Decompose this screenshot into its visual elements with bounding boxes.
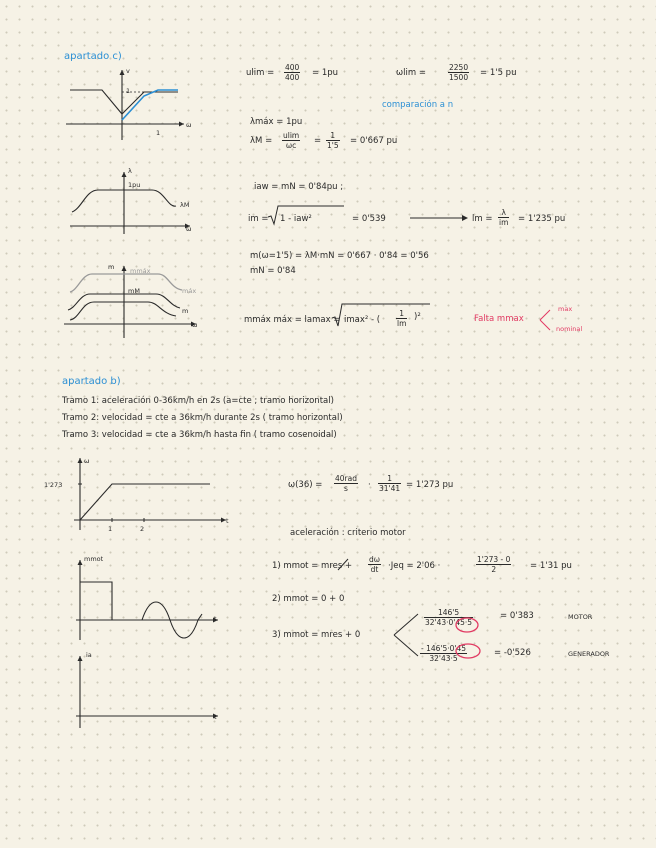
generador-den: 32'43·5 xyxy=(429,654,458,663)
wlim-num: 2250 xyxy=(449,63,469,72)
lambda-max: λmáx = 1pu xyxy=(250,117,303,127)
eq1-den2: 2 xyxy=(491,565,497,574)
generador-label: GENERADOR xyxy=(568,650,610,658)
eq1-num1: dω xyxy=(369,555,381,564)
g3-gray-label: mmáx xyxy=(130,267,151,275)
gi-x-label: t xyxy=(214,713,217,721)
generador-num: - 146'5·0'45 xyxy=(421,644,466,653)
w36-num1: 40rad xyxy=(335,474,357,483)
lambdaM-num1: ulim xyxy=(283,131,300,140)
eq1-frac2 xyxy=(476,555,511,574)
motor-den: 32'43·0'45·5 xyxy=(425,618,473,627)
g3-m-label: m xyxy=(182,307,189,315)
gw-x-label: t xyxy=(226,517,229,525)
generador-circle xyxy=(454,643,484,661)
falta-sub-max: max xyxy=(558,305,573,313)
w36-right: = 1'273 pu xyxy=(406,480,454,490)
mmax-sqrt-a: imax² - ( xyxy=(344,315,381,325)
lm-den: im xyxy=(499,218,509,227)
gm-x-label: t xyxy=(214,615,217,623)
lambdaM-left: λM = xyxy=(250,136,273,146)
gw-y-label: ω xyxy=(84,457,90,465)
im-left: im = xyxy=(248,214,269,224)
g3-mid-tick: mM xyxy=(128,287,140,295)
w36-frac1 xyxy=(334,474,358,493)
iaw-line: iaw = mN = 0'84pu ; xyxy=(254,182,344,192)
wlim-left: ωlim = xyxy=(396,68,426,78)
gw-y-tick: 1'273 xyxy=(44,481,63,489)
g3-y-label: m xyxy=(108,263,115,271)
lambdaM-den1: ωc xyxy=(285,141,297,150)
gw-x-tick-2: 2 xyxy=(140,525,145,533)
gm-y-label: mmot xyxy=(84,555,104,563)
motor-label: MOTOR xyxy=(568,613,593,621)
graph-lambda xyxy=(66,168,196,238)
generador-value: = -0'526 xyxy=(494,648,531,658)
graph-omega xyxy=(70,454,230,534)
lambdaM-right: = 0'667 pu xyxy=(350,136,398,146)
strike-mark xyxy=(336,558,352,572)
tramo-2: Tramo 2: velocidad = cte a 36km/h durante 2s ( tramo horizontal) xyxy=(62,413,343,423)
mmax-fraction xyxy=(396,309,407,328)
w36-left: ω(36) = xyxy=(288,480,323,490)
section-b-title: apartado b) xyxy=(62,376,121,387)
im-value: = 0'539 xyxy=(352,214,386,224)
falta-note: Falta mmax xyxy=(474,314,524,324)
eq1-right: = 1'31 pu xyxy=(530,561,572,571)
ulim-num: 400 xyxy=(285,63,300,72)
arrow-right-icon xyxy=(410,213,470,223)
lambdaM-mid: = xyxy=(314,136,322,146)
lambdaM-frac2 xyxy=(326,131,340,150)
g1-y-label: v xyxy=(126,67,130,75)
lambdaM-den2: 1'5 xyxy=(327,141,339,150)
eq1-num2: 1'273 - 0 xyxy=(477,555,511,564)
motor-circle xyxy=(454,617,482,635)
eq1-frac1 xyxy=(368,555,381,574)
branch-brace xyxy=(392,610,422,660)
mmax-frac-num: 1 xyxy=(396,309,407,319)
ulim-fraction xyxy=(284,63,300,82)
g1-y-tick: 1 xyxy=(126,87,131,95)
im-sqrt-content: 1 - iaw² xyxy=(280,214,312,224)
gi-y-label: ia xyxy=(86,651,92,659)
w36-den1: s xyxy=(344,484,348,493)
g2-y-tick: 1pu xyxy=(128,181,141,189)
wlim-right: = 1'5 pu xyxy=(480,68,517,78)
g2-curve-label: λM xyxy=(180,201,190,209)
falta-brace xyxy=(538,306,558,334)
lambdaM-num2: 1 xyxy=(326,131,340,141)
eq1-mid: ·Jeq = 2'06 · xyxy=(388,561,441,571)
tramo-1: Tramo 1: aceleración 0-36km/h en 2s (a=cte ; tramo horizontal) xyxy=(62,396,334,406)
falta-sub-nominal: nominal xyxy=(556,325,583,333)
w36-frac2 xyxy=(378,474,401,493)
g2-y-label: λ xyxy=(128,167,132,175)
lambdaM-frac1 xyxy=(282,131,300,150)
lm-num: λ xyxy=(498,208,509,218)
ulim-left: ulim = xyxy=(246,68,275,78)
section-c-title: apartado c) xyxy=(64,51,122,62)
g3-max-label: máx xyxy=(182,287,197,295)
eq2: 2) mmot = 0 + 0 xyxy=(272,594,345,604)
eq1-den1: dt xyxy=(370,565,379,574)
g1-x-tick: 1 xyxy=(156,129,161,137)
motor-value: = 0'383 xyxy=(500,611,534,621)
lm-value: = 1'235 pu xyxy=(518,214,566,224)
wlim-den: 1500 xyxy=(449,73,469,82)
eq1-left: 1) mmot = mres + xyxy=(272,561,353,571)
wlim-fraction xyxy=(448,63,469,82)
g2-x-label: ω xyxy=(186,225,192,233)
mmax-sqrt-b: )² xyxy=(414,312,421,322)
ulim-right: = 1pu xyxy=(312,68,339,78)
graph-mmot xyxy=(72,556,222,646)
eq3: 3) mmot = mres + 0 xyxy=(272,630,361,640)
w36-mid: · xyxy=(368,480,371,490)
m-eq: m(ω=1'5) = λM·mN = 0'667 · 0'84 = 0'56 xyxy=(250,251,429,261)
aceleracion-note: aceleración : criterio motor xyxy=(290,528,406,538)
tramo-3: Tramo 3: velocidad = cte a 36km/h hasta fin ( tramo cosenoidal) xyxy=(62,430,337,440)
motor-num: 146'5 xyxy=(424,608,473,618)
mmax-left: mmáx máx = lamax = xyxy=(244,315,341,325)
ulim-den: 400 xyxy=(285,73,300,82)
g3-x-label: ω xyxy=(192,321,198,329)
lm-fraction xyxy=(498,208,509,227)
gw-x-tick-1: 1 xyxy=(108,525,113,533)
w36-num2: 1 xyxy=(378,474,401,484)
graph-voltage xyxy=(58,62,188,142)
w36-den2: 31'41 xyxy=(379,484,401,493)
mmax-frac-den: lm xyxy=(397,319,407,328)
lm-left: lm = xyxy=(472,214,493,224)
comparacion-note: comparación a n xyxy=(382,100,454,110)
g1-x-label: ω xyxy=(186,121,192,129)
graph-ia xyxy=(72,652,222,732)
mN-value: mN = 0'84 xyxy=(250,266,296,276)
